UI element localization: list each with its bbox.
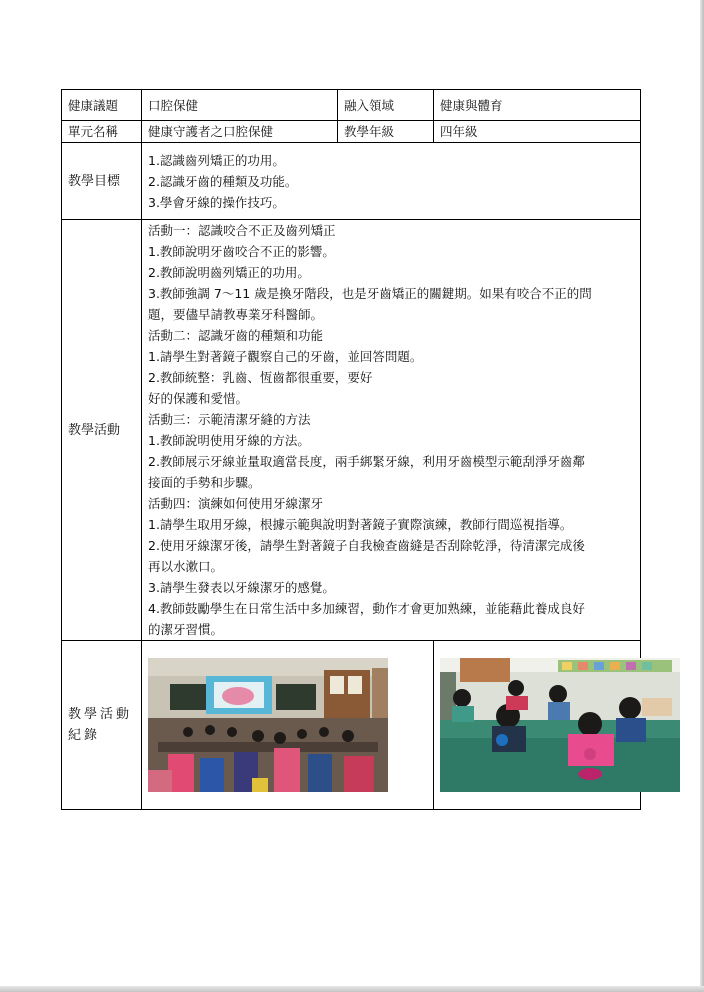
classroom-photo-1 <box>148 658 388 792</box>
activity-line: 4.教師鼓勵學生在日常生活中多加練習，動作才會更加熟練，並能藉此養成良好 <box>148 601 585 616</box>
unit-label: 單元名稱 <box>62 121 142 143</box>
objectives-row <box>62 143 641 220</box>
activity-line: 活動三：示範清潔牙縫的方法 <box>148 412 311 427</box>
domain-value: 健康與體育 <box>434 90 641 121</box>
activity-line: 再以水漱口。 <box>148 559 224 574</box>
activity-line: 2.使用牙線潔牙後，請學生對著鏡子自我檢查齒縫是否刮除乾淨，待清潔完成後 <box>148 538 585 553</box>
activity-line: 1.教師說明牙齒咬合不正的影響。 <box>148 244 335 259</box>
topic-row <box>62 90 641 121</box>
activities-row <box>62 220 641 641</box>
activity-line: 3.教師強調 7～11 歲是換牙階段，也是牙齒矯正的關鍵期。如果有咬合不正的問 <box>148 286 592 301</box>
activity-line: 2.教師統整：乳齒、恆齒都很重要，要好 <box>148 370 373 385</box>
photo-cell-left <box>142 641 434 810</box>
page-edge-bottom <box>0 986 704 992</box>
record-row <box>62 641 641 810</box>
activity-line: 1.教師說明使用牙線的方法。 <box>148 433 310 448</box>
record-label-line: 教學活動 <box>68 707 133 722</box>
topic-value: 口腔保健 <box>142 90 338 121</box>
activity-line: 活動一：認識咬合不正及齒列矯正 <box>148 223 336 238</box>
lesson-plan-table <box>61 89 641 810</box>
objectives-body <box>142 143 641 220</box>
activity-line: 題，要儘早請教專業牙科醫師。 <box>148 307 324 322</box>
unit-row <box>62 121 641 143</box>
classroom-photo-2 <box>440 658 680 792</box>
activity-line: 3.請學生發表以牙線潔牙的感覺。 <box>148 580 335 595</box>
activity-line: 的潔牙習慣。 <box>148 622 224 637</box>
activity-line: 好的保護和愛惜。 <box>148 391 249 406</box>
activity-line: 2.教師展示牙線並量取適當長度，兩手綁緊牙線，利用牙齒模型示範刮淨牙齒鄰 <box>148 454 585 469</box>
objective-item: 3.學會牙線的操作技巧。 <box>148 194 285 210</box>
topic-label: 健康議題 <box>62 90 142 121</box>
objectives-label: 教學目標 <box>62 143 142 220</box>
grade-label: 教學年級 <box>338 121 434 143</box>
page-edge-right <box>700 0 704 992</box>
activity-line: 接面的手勢和步驟。 <box>148 475 261 490</box>
activity-line: 1.請學生對著鏡子觀察自己的牙齒，並回答問題。 <box>148 349 423 364</box>
activity-line: 2.教師說明齒列矯正的功用。 <box>148 265 310 280</box>
activities-label: 教學活動 <box>62 220 142 641</box>
photo-cell-right <box>434 641 641 810</box>
record-label <box>62 641 142 810</box>
objective-item: 2.認識牙齒的種類及功能。 <box>148 173 298 189</box>
domain-label: 融入領域 <box>338 90 434 121</box>
grade-value: 四年級 <box>434 121 641 143</box>
record-label-line: 紀錄 <box>68 728 101 743</box>
activities-body <box>142 220 641 641</box>
activity-line: 活動四：演練如何使用牙線潔牙 <box>148 496 324 511</box>
activity-line: 活動二：認識牙齒的種類和功能 <box>148 328 324 343</box>
activity-line: 1.請學生取用牙線，根據示範與說明對著鏡子實際演練，教師行間巡視指導。 <box>148 517 573 532</box>
objective-item: 1.認識齒列矯正的功用。 <box>148 152 285 168</box>
unit-value: 健康守護者之口腔保健 <box>142 121 338 143</box>
